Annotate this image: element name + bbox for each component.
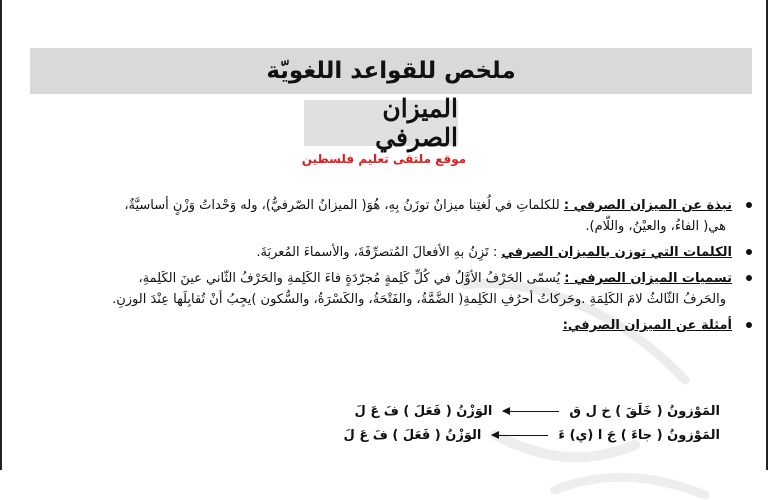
list-item (10, 242, 755, 263)
examples-block (300, 400, 720, 448)
summary-list (10, 195, 755, 341)
naming-text: يُسمّى الحَرْفُ الأوَّلُ في كُلِّ كَلِمةٍ مُجرّدَةٍ فاءَ الكَلِمةِ والحَرْفُ الثّاني عينَ الكَلِمةِ، (138, 271, 561, 286)
weighed-words-text: : تَزِنُ بهِ الأفعالَ المُتصرِّفَةَ، والأسماءَ المُعربَةَ. (256, 245, 498, 260)
naming-text-cont: والحَرفُ الثّالثُ لامَ الكَلِمَةِ .وحَركاتُ أحرُفِ الكَلِمةِ( الضَّمَّةُ، والفَتْحَةُ، والكَسْرَةُ، والسُّكون )يجِبُ أنْ تُقابِلَها عِنْدَ الوزنِ. (112, 292, 726, 307)
bullet-icon (746, 249, 752, 255)
bullet-icon (746, 202, 752, 208)
overview-text-cont: هي( الفاءُ، والعيْنُ، واللّام). (585, 219, 726, 234)
list-item (10, 268, 755, 310)
list-item (10, 195, 755, 237)
title-banner (30, 48, 752, 94)
page-subtitle: الميزان الصرفي (375, 94, 458, 152)
arrow-left-icon (503, 411, 559, 412)
term-naming: تسميات الميزان الصرفي : (564, 271, 732, 286)
list-item (10, 315, 755, 336)
example-word: المَوْزونُ ( خَلَقَ ) خ ل ق (569, 404, 720, 419)
overview-text: للكلماتِ في لُغتِنا ميزانٌ توزَنُ بِهِ، هُوَ( الميزانُ الصّرفيُّ)، وله وَحْداتُ وَزْنٍ أساسيَّةٌ، (124, 198, 560, 213)
example-pattern: الوَزْنُ ( فَعَلَ ) فَ عَ لَ (354, 404, 493, 419)
bullet-icon (746, 275, 752, 281)
example-pattern: الوَزْنُ ( فَعَلَ ) فَ عَ لَ (343, 428, 482, 443)
example-row (300, 424, 720, 448)
example-word: المَوْزونُ ( جاءَ ) جَ ا (ي) ءَ (558, 428, 720, 443)
bullet-icon (746, 322, 752, 328)
term-overview: نبذة عن الميزان الصرفي : (563, 198, 732, 213)
arrow-left-icon (492, 435, 548, 436)
term-examples: أمثلة عن الميزان الصرفي: (562, 318, 732, 333)
term-weighed-words: الكلمات التي توزن بالميزان الصرفي (501, 245, 732, 260)
example-row (300, 400, 720, 424)
source-credit[interactable]: موقع ملتقى تعليم فلسطين (301, 152, 467, 166)
page-border-left (0, 0, 2, 470)
page-title: ملخص للقواعد اللغويّة (266, 58, 516, 84)
subtitle-banner (304, 94, 458, 152)
